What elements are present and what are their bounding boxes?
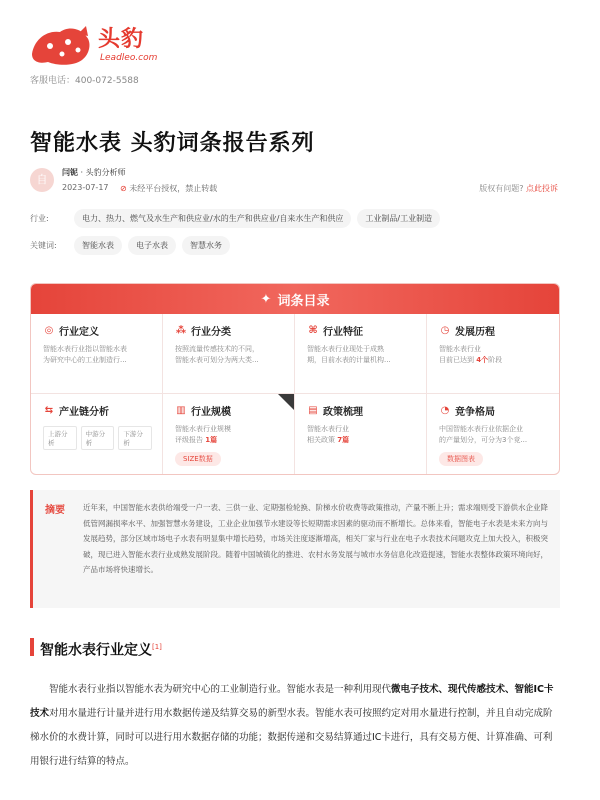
bold-terms: 微电子技术、现代传感技术、智能IC卡技术 [30,684,554,719]
summary-label: 摘要 [45,505,65,516]
toc-item-desc: 中国智能水表行业依据企业 的产量划分，可分为3个竞... [439,425,528,444]
chip-midstream[interactable]: 中游分析 [81,426,115,450]
toc-item-scale[interactable] [163,394,295,474]
industry-label: 行业: [30,214,49,223]
brand-url[interactable]: Leadleo.com [100,53,158,63]
chip-downstream[interactable]: 下游分析 [118,426,152,450]
toc-panel [30,283,560,475]
author-org: · 头豹分析师 [78,168,126,177]
leopard-icon: ✦ [260,291,272,307]
hotline: 客服电话：400-072-5588 [30,76,139,86]
chip-upstream[interactable]: 上游分析 [43,426,77,450]
industry-row [30,209,440,228]
toc-item-desc: 按照流量传感技术的不同， 智能水表可划分为两大类... [175,345,259,364]
toc-item-label: 行业特征 [323,327,363,338]
author-name[interactable] [62,167,126,178]
chain-icon: ⇆ [44,405,54,416]
competition-icon: ◔ [440,405,450,416]
toc-item-desc: 智能水表行业指以智能水表 为研究中心的工业制造行... [43,345,127,364]
avatar: 自 [30,168,54,192]
page-title: 智能水表 头豹词条报告系列 [30,131,315,156]
section-title: 智能水表行业定义 [40,642,152,659]
policy-icon: ▤ [308,405,318,416]
toc-item-label: 政策梳理 [323,407,363,418]
category-icon: ⁂ [175,325,187,336]
toc-item-label: 行业定义 [59,327,99,338]
keyword-tag[interactable]: 电子水表 [128,236,176,255]
publish-date: 2023-07-17 [62,183,109,192]
toc-item-label: 竞争格局 [455,407,495,418]
industry-tag[interactable]: 工业制品/工业制造 [357,209,440,228]
keyword-label: 关键词: [30,241,57,250]
copyright-question-text: 版权有问题? [479,184,524,193]
definition-paragraph: 智能水表行业指以智能水表为研究中心的工业制造行业。智能水表是一种利用现代微电子技术、现代传感技术、智能IC卡技术对用水量进行计量并进行用水数据传递及结算交易的新型水表。智能水表可按照约定对用水量进行控制，并且自动完成阶梯水价的水费计算，同时可以进行用水数据存储的功能；数据传递和交易结算通过IC卡进行，具有交易方便、计算准确、可利用银行进行结算的特点。 [30,684,554,767]
toc-item-desc: 智能水表行业 相关政策 7篇 [307,425,350,444]
industry-tag[interactable]: 电力、热力、燃气及水生产和供应业/水的生产和供应业/自来水生产和供应 [74,209,351,228]
report-link[interactable]: 点此投诉 [526,184,558,193]
toc-item-history[interactable] [427,314,559,394]
summary-box [30,490,560,608]
brand-name: 头豹 [98,27,145,52]
toc-item-competition[interactable] [427,394,559,474]
permission-text: 未经平台授权，禁止转载 [129,184,218,193]
toc-item-label: 行业规模 [191,407,231,418]
toc-item-desc: 智能水表行业 目前已达到 4个阶段 [439,345,503,364]
author-name-text: 闫铌 [62,168,78,177]
forbidden-icon: ⊘ [120,184,127,193]
chain-chips [43,426,152,450]
toc-item-feature[interactable] [295,314,427,394]
footnote-ref[interactable]: [1] [152,643,162,651]
toc-item-label: 产业链分析 [59,407,109,418]
scale-icon: ▥ [176,405,186,416]
toc-item-chain[interactable] [31,394,163,474]
copyright-question [479,183,558,194]
definition-icon: ◎ [44,325,54,336]
summary-text: 近年来，中国智能水表供给端受一户一表、三供一业、定期强检轮换、阶梯水价收费等政策推动，产量不断上升；需求端则受下游供水企业降低管网漏损率水平、加强智慧水务建设，工业企业加强节水建设等长短期需求因素的驱动而不断增长。总体来看，智能电子水表是未来方向与发展趋势，部分区域市场电子水表有明显集中增长趋势，市场关注度逐渐增高，相关厂家与行业在电子水表技术问题攻克上加大投入，积极突破，现已进入智能水表行业成熟发展阶段。随着中国城镇化的推进、农村水务发展与城市水务信息化改造提速，智能水表整体政策环境向好，产品市场将快速增长。 [83,503,548,575]
keyword-tag[interactable]: 智慧水务 [182,236,230,255]
section-heading [30,638,162,659]
toc-item-desc: 智能水表行业现处于成熟 期，目前水表的计量机构... [307,345,391,364]
history-icon: ◷ [440,325,450,336]
toc-item-policy[interactable] [295,394,427,474]
toc-item-label: 行业分类 [191,327,231,338]
permission-notice [120,183,217,194]
toc-item-category[interactable] [163,314,295,394]
toc-item-label: 发展历程 [455,327,495,338]
corner-badge [278,394,294,410]
keyword-tag[interactable]: 智能水表 [74,236,122,255]
chart-data-pill[interactable]: 数据图表 [439,452,483,466]
toc-header [31,284,559,314]
toc-item-definition[interactable] [31,314,163,394]
toc-title: 词条目录 [277,293,330,309]
feature-icon: ⌘ [308,325,318,336]
keyword-row [30,236,230,255]
toc-grid [31,314,559,474]
toc-item-desc: 智能水表行业规模 评级报告 1篇 [175,425,231,444]
size-data-pill[interactable]: SIZE数据 [175,452,221,466]
